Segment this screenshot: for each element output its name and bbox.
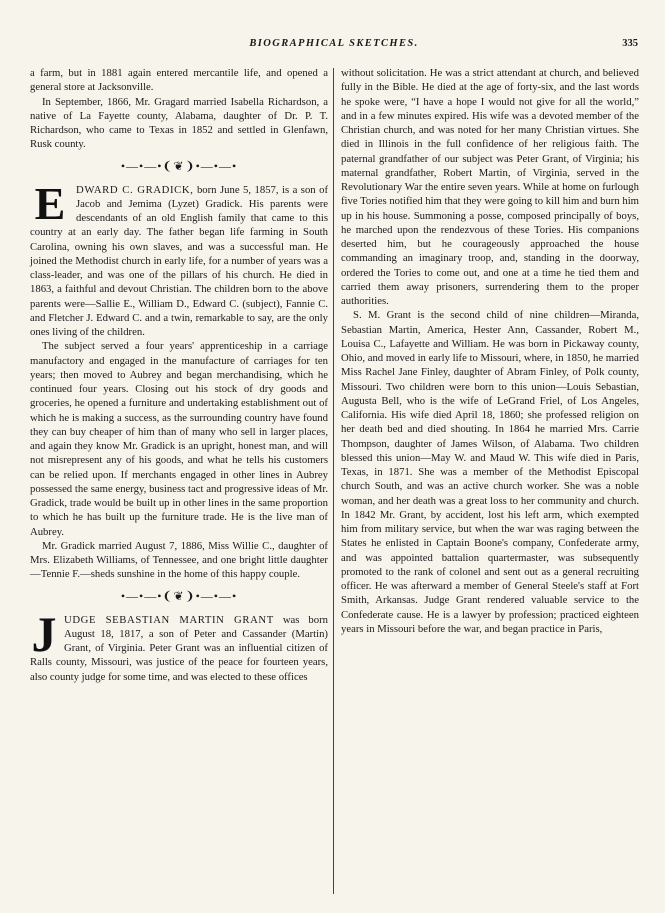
paragraph: S. M. Grant is the second child of nine children—Miranda, Sebastian Martin, America, Hester Ann, Cassander, Robert M., Louisa C., Lafayette and William. He was born in Pickaway county, Ohio, and moved in early life to Missouri, where, in 1850, he married Miss Rachel Jane Finley, daughter of Abram Finley, of Polk county, Missouri. Two children were born to this union—Louis Sebastian, Augusta Bell, who is the wife of LeGrand Friel, of Los Angeles, California. His wife died April 18, 1860; she professed religion on her death bed and died shouting. In 1864 he married Mrs. Carrie Thompson, daughter of James Wilson, of Alabama. Two children blessed this union—May W. and Maud W. This wife died in Paris, Texas, in 1871. She was a member of the Methodist Episcopal church South, and was an active church worker. She was a noble woman, and her death was a great loss to her community and church. In 1842 Mr. Grant, by accident, lost his left arm, which exempted him from military service, but when the war was raging between the States he enlisted in Captain Boone's company, Confederate army, and was appointed battalion quartermaster, was subsequently promoted to the rank of colonel and sent out as a general recruiting officer. He was afterward a member of General Steele's staff at Fort Smith, Arkansas. Judge Grant rendered valuable service to the Confederate cause. He is a lawyer by profession; practiced eighteen years in Missouri before the war, and began practice in Paris, — [341, 309, 639, 635]
lead-paragraph — [30, 177, 329, 340]
column-divider — [333, 68, 334, 894]
paragraph: Mr. Gradick married August 7, 1886, Miss Willie C., daughter of Mrs. Elizabeth Williams, of Tennessee, and one bright little daughter—Tennie F.—sheds sunshine in the home of this happy couple. — [30, 539, 328, 581]
right-column — [341, 66, 639, 636]
drop-cap: E — [34, 177, 66, 229]
biography-gradick — [30, 177, 329, 582]
drop-cap: J — [31, 605, 57, 662]
subject-name: UDGE SEBASTIAN MARTIN GRANT — [64, 613, 274, 626]
page-number: 335 — [622, 38, 638, 49]
section-ornament: •—•—•❨❦❩•—•—• — [120, 158, 238, 173]
biography-grant — [30, 605, 329, 684]
subject-name: DWARD C. GRADICK, — [76, 183, 194, 196]
paragraph: a farm, but in 1881 again entered mercantile life, and opened a general store at Jacksonville. — [30, 67, 328, 94]
page-header — [30, 38, 638, 54]
section-ornament: •—•—•❨❦❩•—•—• — [120, 588, 238, 603]
paragraph: The subject served a four years' apprenticeship in a carriage manufactory and engaged in the manufacture of carriages for ten years; then moved to Aubrey and began merchandising, which he continued four years. Closing out his stock of dry goods and groceries, he opened a furniture and undertaking establishment out of which he is making a success, as the surrounding country have found they can buy cheaper of him than of many who sell in larger places, and again they know Mr. Gradick is an upright, honest man, and will not misrepresent any of his goods, and what he tells his customers can be relied upon. If merchants engaged in other lines in Aubrey possessed the same energy, business tact and progressive ideas of Mr. Gradick, trade would be built up in other lines in the same proportion to which he has built up the furniture trade. He is the live man of Aubrey. — [30, 340, 328, 538]
lead-text: was born August 18, 1817, a son of Peter and Cassander (Martin) Grant, of Virginia. Peter Grant was an influential citizen of Ralls county, Missouri, was justice of the peace for fourteen years, also county judge for some time, and was elected to these offices — [30, 613, 329, 683]
lead-text: born June 5, 1857, is a son of Jacob and Jemima (Lyzet) Gradick. His parents were descendants of an old English family that came to this country at an early day. The father began life farming in South Carolina, owning his own slaves, and was a successful man. He joined the Methodist church in early life, for a number of years was a class-leader, and was one of the pillars of his church. He died in 1863, a faithful and devout Christian. The children born to the above parents were—Sallie E., William D., Edward C. (subject), Fannie C. and Fletcher J. Edward C. and a twin, remarkable to say, are the only ones living of the children. — [30, 183, 329, 338]
lead-paragraph — [30, 605, 329, 684]
paragraph: without solicitation. He was a strict attendant at church, and believed fully in the Bible. He died at the age of forty-six, and the last words he spoke were, “I have a hope I would not give for all the world,” and in a few minutes expired. His wife was a devoted member of the Christian church, and was noted for her many Christian virtues. She died in Illinois in the full confidence of her religious faith. The paternal grandfather of our subject was Peter Grant, of Virginia; his maternal grandfather, Robert Martin, of Virginia, served in the Revolutionary War the entire seven years. While at home on furlough five Tories notified him that they were going to kill him and burn him up in his house. Summoning a posse, composed principally of boys, he marched upon the rendezvous of these Tories. His companions deserted him, but he courageously approached the house commanding an imaginary troop, and, standing in the doorway, ordered the Tories to come out, and one at a time he tied them and carried them away prisoners, surrendering them to the proper authorities. — [341, 67, 639, 307]
left-column — [30, 66, 328, 684]
running-title: BIOGRAPHICAL SKETCHES. — [249, 38, 419, 49]
paragraph: In September, 1866, Mr. Gragard married Isabella Richardson, a native of La Fayette county, Alabama, daughter of Dr. P. T. Richardson, who came to Texas in 1852 and settled in Glenfawn, Rusk county. — [30, 95, 328, 151]
